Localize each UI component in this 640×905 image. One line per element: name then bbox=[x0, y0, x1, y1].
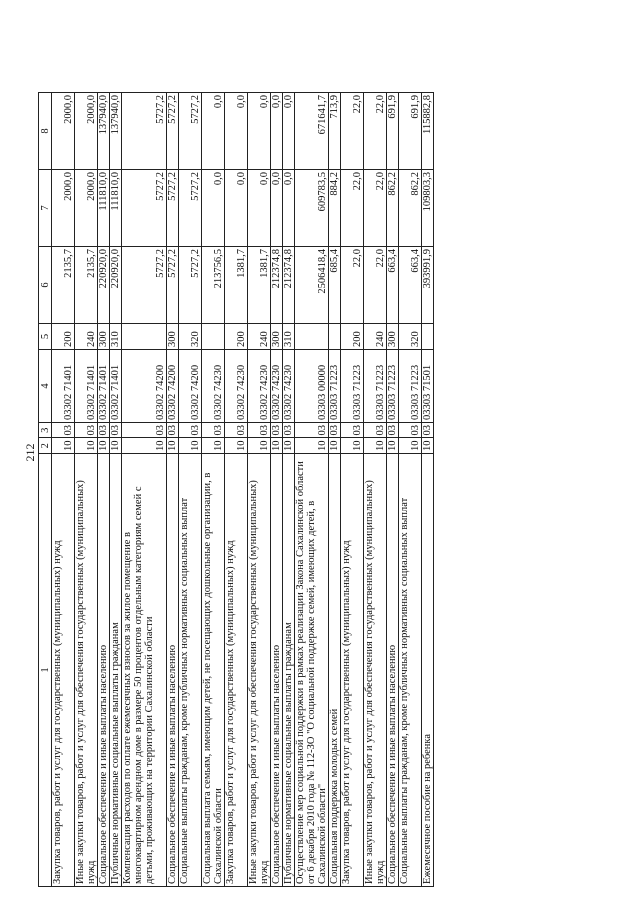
expense-type-cell: 320 bbox=[399, 324, 422, 350]
expense-type-cell: 300 bbox=[271, 324, 283, 350]
subsection-code-cell: 03 bbox=[122, 423, 167, 439]
target-article-cell: 03302 74200 bbox=[122, 350, 167, 423]
subsection-code-cell: 03 bbox=[98, 423, 110, 439]
header-cell: 7 bbox=[39, 170, 52, 247]
amount-year-1-cell: 663,4 bbox=[387, 247, 399, 324]
table-row bbox=[295, 93, 329, 887]
row-name-cell: Социальное обеспечение и иные выплаты населению bbox=[98, 454, 110, 887]
target-article-cell: 03303 71223 bbox=[341, 350, 364, 423]
table-row bbox=[52, 93, 75, 887]
amount-year-1-cell: 212374,8 bbox=[283, 247, 295, 324]
section-code-cell: 10 bbox=[122, 438, 167, 454]
table-row bbox=[329, 93, 341, 887]
amount-year-3-cell: 713,9 bbox=[329, 93, 341, 170]
row-name-cell: Иные закупки товаров, работ и услуг для обеспечения государственных (муниципальных) нужд bbox=[364, 454, 387, 887]
amount-year-1-cell: 2135,7 bbox=[52, 247, 75, 324]
target-article-cell: 03303 71223 bbox=[399, 350, 422, 423]
subsection-code-cell: 03 bbox=[283, 423, 295, 439]
amount-year-3-cell: 137940,0 bbox=[110, 93, 122, 170]
expense-type-cell: 320 bbox=[179, 324, 202, 350]
row-name-cell: Публичные нормативные социальные выплаты гражданам bbox=[283, 454, 295, 887]
section-code-cell: 10 bbox=[399, 438, 422, 454]
table-row bbox=[422, 93, 434, 887]
amount-year-3-cell: 0,0 bbox=[202, 93, 225, 170]
section-code-cell: 10 bbox=[75, 438, 98, 454]
target-article-cell: 03302 71401 bbox=[98, 350, 110, 423]
subsection-code-cell: 03 bbox=[295, 423, 329, 439]
amount-year-2-cell: 0,0 bbox=[202, 170, 225, 247]
subsection-code-cell: 03 bbox=[271, 423, 283, 439]
amount-year-1-cell: 5727,2 bbox=[179, 247, 202, 324]
target-article-cell: 03302 74230 bbox=[271, 350, 283, 423]
section-code-cell: 10 bbox=[422, 438, 434, 454]
row-name-cell: Социальное обеспечение и иные выплаты населению bbox=[167, 454, 179, 887]
section-code-cell: 10 bbox=[225, 438, 248, 454]
expense-type-cell: 300 bbox=[387, 324, 399, 350]
amount-year-3-cell: 5727,2 bbox=[179, 93, 202, 170]
target-article-cell: 03302 74200 bbox=[167, 350, 179, 423]
subsection-code-cell: 03 bbox=[248, 423, 271, 439]
amount-year-2-cell: 0,0 bbox=[283, 170, 295, 247]
row-name-cell: Социальное обеспечение и иные выплаты населению bbox=[387, 454, 399, 887]
expense-type-cell: 240 bbox=[75, 324, 98, 350]
section-code-cell: 10 bbox=[52, 438, 75, 454]
amount-year-2-cell: 109803,3 bbox=[422, 170, 434, 247]
table-body bbox=[52, 93, 434, 887]
row-name-cell: Иные закупки товаров, работ и услуг для обеспечения государственных (муниципальных) нужд bbox=[75, 454, 98, 887]
row-name-cell: Закупка товаров, работ и услуг для государственных (муниципальных) нужд bbox=[225, 454, 248, 887]
table-row bbox=[179, 93, 202, 887]
target-article-cell: 03302 74200 bbox=[179, 350, 202, 423]
subsection-code-cell: 03 bbox=[422, 423, 434, 439]
amount-year-1-cell: 212374,8 bbox=[271, 247, 283, 324]
amount-year-2-cell: 2000,0 bbox=[52, 170, 75, 247]
amount-year-1-cell: 220920,0 bbox=[98, 247, 110, 324]
amount-year-2-cell: 0,0 bbox=[248, 170, 271, 247]
header-cell: 3 bbox=[39, 423, 52, 439]
expense-type-cell bbox=[329, 324, 341, 350]
target-article-cell: 03303 71223 bbox=[329, 350, 341, 423]
expense-type-cell bbox=[122, 324, 167, 350]
amount-year-3-cell: 2000,0 bbox=[75, 93, 98, 170]
header-cell: 6 bbox=[39, 247, 52, 324]
row-name-cell: Социальная выплата семьям, имеющим детей, не посещающих дошкольные организации, в Сахалинской области bbox=[202, 454, 225, 887]
amount-year-1-cell: 2135,7 bbox=[75, 247, 98, 324]
amount-year-1-cell: 1381,7 bbox=[248, 247, 271, 324]
expense-type-cell: 200 bbox=[225, 324, 248, 350]
target-article-cell: 03303 71223 bbox=[364, 350, 387, 423]
table-row bbox=[98, 93, 110, 887]
header-cell: 4 bbox=[39, 350, 52, 423]
expense-type-cell: 300 bbox=[98, 324, 110, 350]
amount-year-2-cell: 5727,2 bbox=[122, 170, 167, 247]
amount-year-2-cell: 5727,2 bbox=[167, 170, 179, 247]
table-row bbox=[271, 93, 283, 887]
table-row bbox=[248, 93, 271, 887]
amount-year-2-cell: 2000,0 bbox=[75, 170, 98, 247]
table-row bbox=[75, 93, 98, 887]
target-article-cell: 03303 71223 bbox=[387, 350, 399, 423]
subsection-code-cell: 03 bbox=[364, 423, 387, 439]
expense-type-cell bbox=[202, 324, 225, 350]
amount-year-3-cell: 5727,2 bbox=[167, 93, 179, 170]
amount-year-3-cell: 691,9 bbox=[399, 93, 422, 170]
amount-year-1-cell: 393991,9 bbox=[422, 247, 434, 324]
row-name-cell: Ежемесячное пособие на ребенка bbox=[422, 454, 434, 887]
amount-year-2-cell: 111810,0 bbox=[110, 170, 122, 247]
subsection-code-cell: 03 bbox=[399, 423, 422, 439]
section-code-cell: 10 bbox=[202, 438, 225, 454]
section-code-cell: 10 bbox=[179, 438, 202, 454]
amount-year-1-cell: 5727,2 bbox=[122, 247, 167, 324]
header-cell: 2 bbox=[39, 438, 52, 454]
table-row bbox=[399, 93, 422, 887]
amount-year-3-cell: 22,0 bbox=[364, 93, 387, 170]
amount-year-1-cell: 22,0 bbox=[341, 247, 364, 324]
amount-year-2-cell: 22,0 bbox=[341, 170, 364, 247]
section-code-cell: 10 bbox=[167, 438, 179, 454]
amount-year-3-cell: 137940,0 bbox=[98, 93, 110, 170]
section-code-cell: 10 bbox=[341, 438, 364, 454]
section-code-cell: 10 bbox=[295, 438, 329, 454]
target-article-cell: 03302 71401 bbox=[52, 350, 75, 423]
section-code-cell: 10 bbox=[98, 438, 110, 454]
amount-year-1-cell: 5727,2 bbox=[167, 247, 179, 324]
amount-year-1-cell: 213756,5 bbox=[202, 247, 225, 324]
subsection-code-cell: 03 bbox=[110, 423, 122, 439]
target-article-cell: 03302 74230 bbox=[248, 350, 271, 423]
expense-type-cell: 310 bbox=[283, 324, 295, 350]
subsection-code-cell: 03 bbox=[329, 423, 341, 439]
expense-type-cell bbox=[295, 324, 329, 350]
table-row bbox=[341, 93, 364, 887]
section-code-cell: 10 bbox=[271, 438, 283, 454]
table-row bbox=[110, 93, 122, 887]
amount-year-1-cell: 22,0 bbox=[364, 247, 387, 324]
row-name-cell: Закупка товаров, работ и услуг для государственных (муниципальных) нужд bbox=[341, 454, 364, 887]
amount-year-2-cell: 609783,5 bbox=[295, 170, 329, 247]
expense-type-cell: 240 bbox=[364, 324, 387, 350]
amount-year-2-cell: 0,0 bbox=[225, 170, 248, 247]
header-cell: 1 bbox=[39, 454, 52, 887]
row-name-cell: Социальная поддержка молодых семей bbox=[329, 454, 341, 887]
header-cell: 5 bbox=[39, 324, 52, 350]
amount-year-3-cell: 5727,2 bbox=[122, 93, 167, 170]
subsection-code-cell: 03 bbox=[202, 423, 225, 439]
budget-table bbox=[38, 92, 434, 887]
target-article-cell: 03302 74230 bbox=[202, 350, 225, 423]
target-article-cell: 03302 74230 bbox=[225, 350, 248, 423]
amount-year-2-cell: 5727,2 bbox=[179, 170, 202, 247]
header-cell: 8 bbox=[39, 93, 52, 170]
row-name-cell: Закупка товаров, работ и услуг для государственных (муниципальных) нужд bbox=[52, 454, 75, 887]
amount-year-3-cell: 115882,8 bbox=[422, 93, 434, 170]
amount-year-2-cell: 22,0 bbox=[364, 170, 387, 247]
row-name-cell: Социальные выплаты гражданам, кроме публичных нормативных социальных выплат bbox=[179, 454, 202, 887]
header-row bbox=[39, 93, 52, 887]
expense-type-cell: 240 bbox=[248, 324, 271, 350]
section-code-cell: 10 bbox=[110, 438, 122, 454]
section-code-cell: 10 bbox=[364, 438, 387, 454]
amount-year-2-cell: 862,2 bbox=[399, 170, 422, 247]
row-name-cell: Публичные нормативные социальные выплаты гражданам bbox=[110, 454, 122, 887]
subsection-code-cell: 03 bbox=[225, 423, 248, 439]
table-row bbox=[202, 93, 225, 887]
section-code-cell: 10 bbox=[387, 438, 399, 454]
row-name-cell: Социальные выплаты гражданам, кроме публичных нормативных социальных выплат bbox=[399, 454, 422, 887]
table-row bbox=[225, 93, 248, 887]
subsection-code-cell: 03 bbox=[167, 423, 179, 439]
amount-year-2-cell: 884,2 bbox=[329, 170, 341, 247]
amount-year-3-cell: 0,0 bbox=[225, 93, 248, 170]
amount-year-2-cell: 862,2 bbox=[387, 170, 399, 247]
amount-year-3-cell: 691,9 bbox=[387, 93, 399, 170]
table-row bbox=[122, 93, 167, 887]
row-name-cell: Иные закупки товаров, работ и услуг для обеспечения государственных (муниципальных) нужд bbox=[248, 454, 271, 887]
amount-year-1-cell: 663,4 bbox=[399, 247, 422, 324]
subsection-code-cell: 03 bbox=[341, 423, 364, 439]
amount-year-3-cell: 2000,0 bbox=[52, 93, 75, 170]
expense-type-cell: 310 bbox=[110, 324, 122, 350]
subsection-code-cell: 03 bbox=[387, 423, 399, 439]
table-row bbox=[283, 93, 295, 887]
expense-type-cell: 200 bbox=[341, 324, 364, 350]
amount-year-1-cell: 2506418,4 bbox=[295, 247, 329, 324]
amount-year-1-cell: 1381,7 bbox=[225, 247, 248, 324]
row-name-cell: Осуществление мер социальной поддержки в рамках реализации Закона Сахалинской области от 6 декабря 2010 года № 112-ЗО "О социальной поддержке семей, имеющих детей, в Сахалинской области" bbox=[295, 454, 329, 887]
table-row bbox=[167, 93, 179, 887]
target-article-cell: 03302 71401 bbox=[110, 350, 122, 423]
subsection-code-cell: 03 bbox=[179, 423, 202, 439]
subsection-code-cell: 03 bbox=[75, 423, 98, 439]
target-article-cell: 03303 71501 bbox=[422, 350, 434, 423]
target-article-cell: 03302 71401 bbox=[75, 350, 98, 423]
expense-type-cell bbox=[422, 324, 434, 350]
amount-year-3-cell: 0,0 bbox=[271, 93, 283, 170]
section-code-cell: 10 bbox=[329, 438, 341, 454]
table-row bbox=[364, 93, 387, 887]
amount-year-1-cell: 220920,0 bbox=[110, 247, 122, 324]
target-article-cell: 03302 74230 bbox=[283, 350, 295, 423]
expense-type-cell: 200 bbox=[52, 324, 75, 350]
subsection-code-cell: 03 bbox=[52, 423, 75, 439]
amount-year-3-cell: 22,0 bbox=[341, 93, 364, 170]
amount-year-2-cell: 111810,0 bbox=[98, 170, 110, 247]
table-row bbox=[387, 93, 399, 887]
amount-year-3-cell: 0,0 bbox=[248, 93, 271, 170]
section-code-cell: 10 bbox=[248, 438, 271, 454]
amount-year-3-cell: 671641,7 bbox=[295, 93, 329, 170]
row-name-cell: Социальное обеспечение и иные выплаты населению bbox=[271, 454, 283, 887]
page-number: 212 bbox=[23, 443, 37, 462]
row-name-cell: Компенсация расходов по оплате ежемесячных взносов за жилое помещение в многоквартирном арендном доме в размере 50 процентов отдельным категориям семей с детьми, проживающих на территории Сахалинской области bbox=[122, 454, 167, 887]
amount-year-3-cell: 0,0 bbox=[283, 93, 295, 170]
section-code-cell: 10 bbox=[283, 438, 295, 454]
amount-year-1-cell: 685,4 bbox=[329, 247, 341, 324]
rotated-page bbox=[20, 0, 620, 905]
expense-type-cell: 300 bbox=[167, 324, 179, 350]
target-article-cell: 03303 00000 bbox=[295, 350, 329, 423]
amount-year-2-cell: 0,0 bbox=[271, 170, 283, 247]
